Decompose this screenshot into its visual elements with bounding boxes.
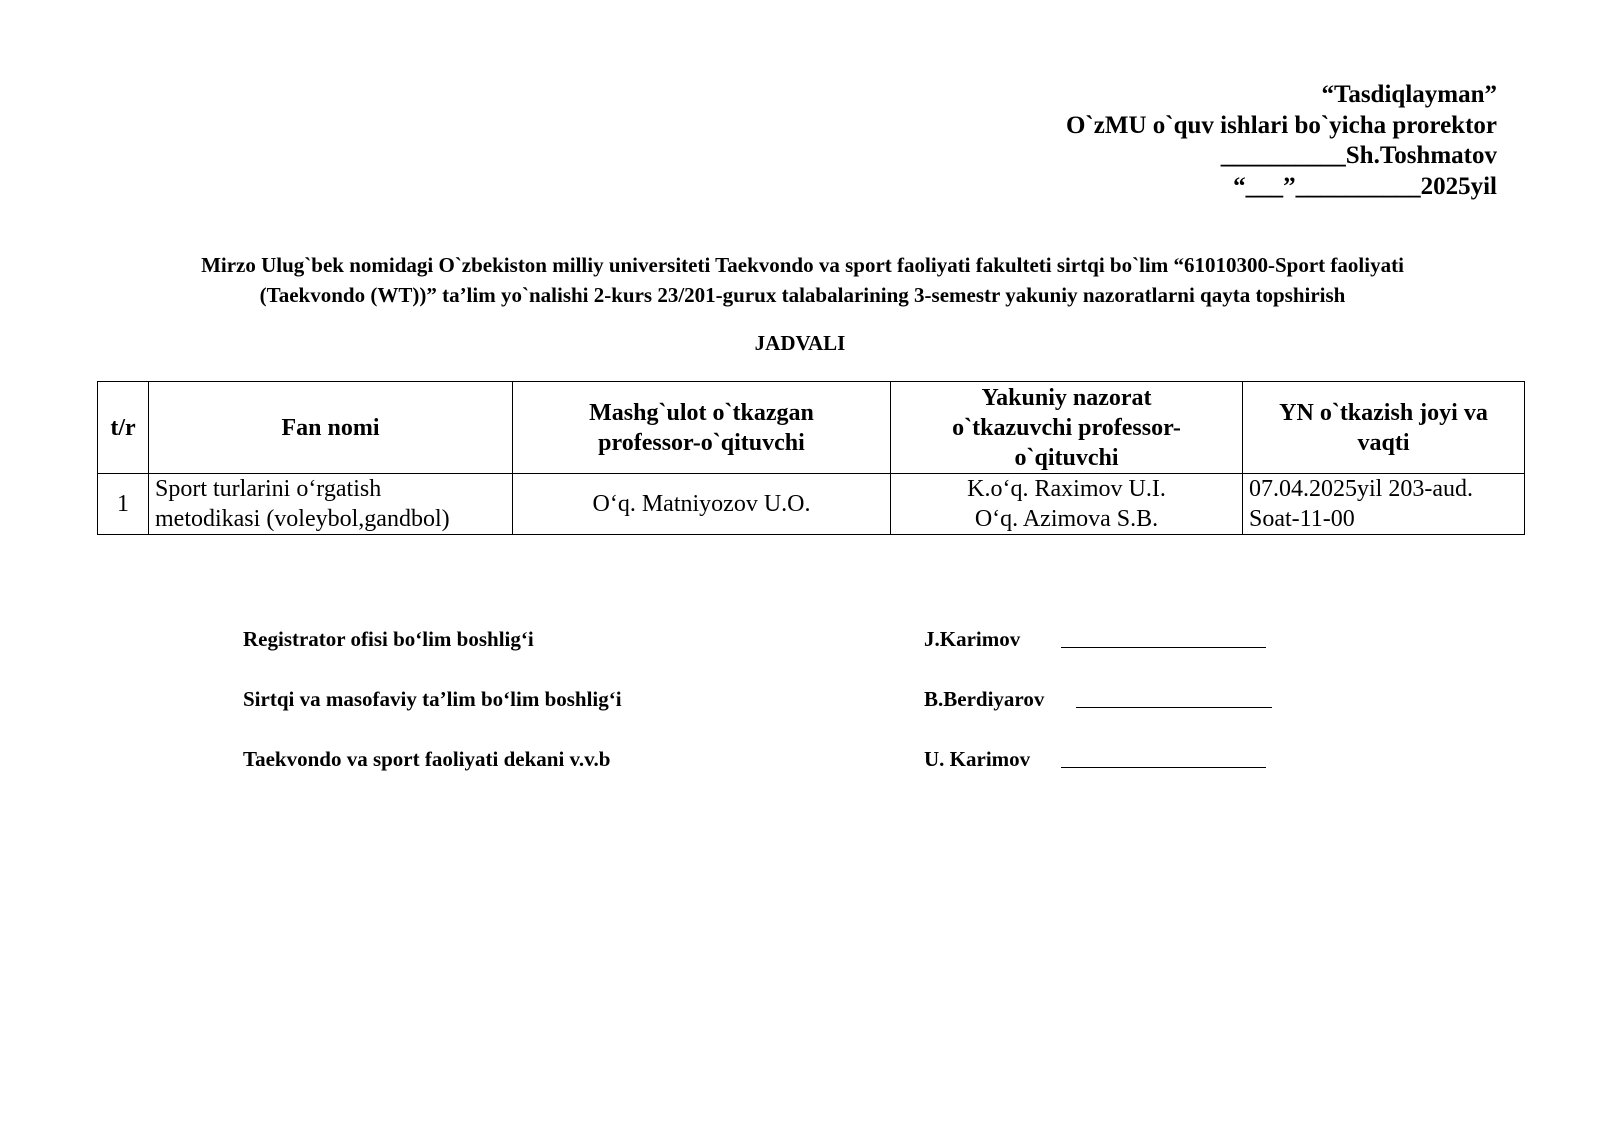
signature-row [243, 687, 1343, 747]
signature-name: U. Karimov [924, 747, 1031, 771]
row-num: 1 [98, 474, 149, 535]
row-examiner: K.o‘q. Raximov U.I. O‘q. Azimova S.B. [891, 474, 1243, 535]
approval-signature: __________Sh.Toshmatov [1220, 142, 1497, 169]
heading-line-1: Mirzo Ulug`bek nomidagi O`zbekiston milliy universiteti Taekvondo va sport faoliyati fakulteti sirtqi bo`lim “61010300-Sport faoliyati [201, 253, 1404, 277]
header-num: t/r [98, 382, 149, 474]
table-row [98, 474, 1525, 535]
signature-name: B.Berdiyarov [924, 687, 1045, 711]
approval-date: “___”__________2025yil [1233, 172, 1497, 200]
signature-title: Sirtqi va masofaviy ta’lim bo‘lim boshlig‘i [243, 687, 622, 711]
approval-title: “Tasdiqlayman” [1321, 81, 1497, 108]
header-subject: Fan nomi [149, 382, 513, 474]
signature-row [243, 747, 1343, 807]
header-teacher: Mashg`ulot o`tkazgan professor-o`qituvchi [513, 382, 891, 474]
signatures-block [243, 627, 1343, 807]
signature-title: Taekvondo va sport faoliyati dekani v.v.b [243, 747, 611, 771]
header-place-time: YN o`tkazish joyi va vaqti [1243, 382, 1525, 474]
signature-name: J.Karimov [924, 627, 1021, 651]
approval-position: O`zMU o`quv ishlari bo`yicha prorektor [1065, 111, 1497, 139]
document-heading [90, 250, 1515, 310]
approval-block [1066, 80, 1497, 202]
row-subject: Sport turlarini o‘rgatish metodikasi (voleybol,gandbol) [149, 474, 513, 535]
signature-row [243, 627, 1343, 687]
signature-line [1076, 707, 1272, 708]
signature-line [1061, 767, 1266, 768]
schedule-table [97, 381, 1525, 535]
header-examiner: Yakuniy nazorat o`tkazuvchi professor- o`qituvchi [891, 382, 1243, 474]
signature-title: Registrator ofisi bo‘lim boshlig‘i [243, 627, 534, 651]
document-title: JADVALI [754, 331, 846, 355]
row-place-time: 07.04.2025yil 203-aud. Soat-11-00 [1243, 474, 1525, 535]
table-header-row [98, 382, 1525, 474]
signature-line [1061, 647, 1266, 648]
heading-line-2: (Taekvondo (WT))” ta’lim yo`nalishi 2-kurs 23/201-gurux talabalarining 3-semestr yakuniy nazoratlarni qayta topshirish [259, 283, 1346, 307]
row-teacher: O‘q. Matniyozov U.O. [513, 474, 891, 535]
